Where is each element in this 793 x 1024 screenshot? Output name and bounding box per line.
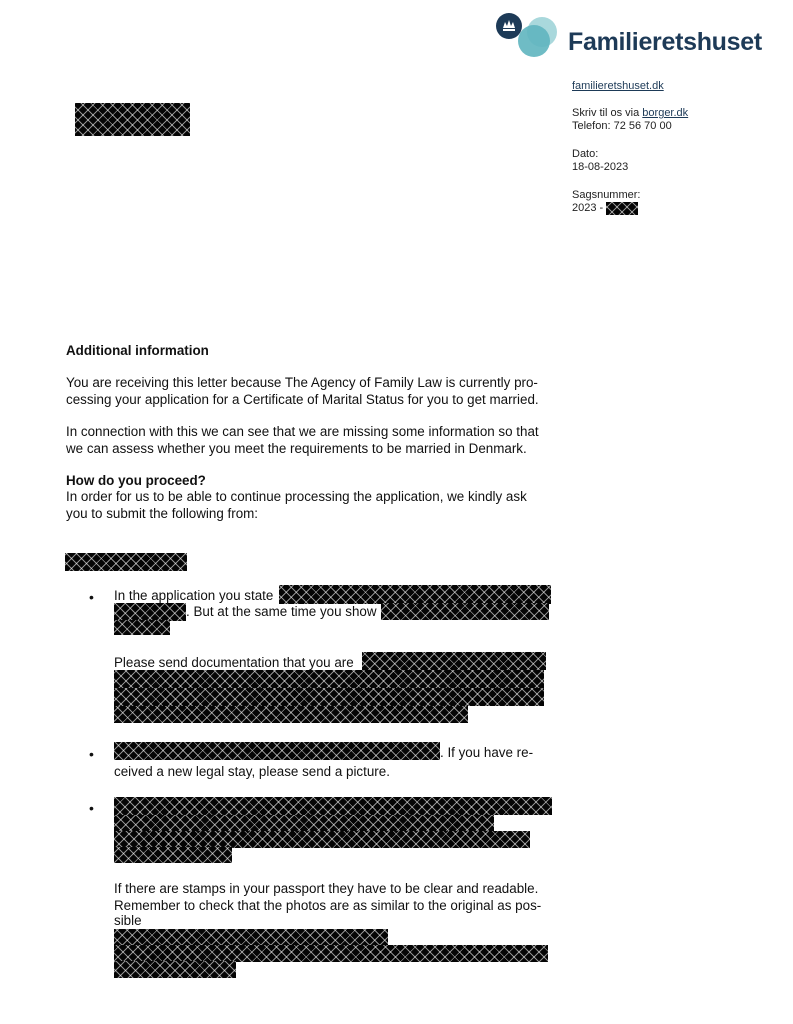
redaction-case-number [606,202,638,215]
logo-mark-icon [494,12,568,60]
case-prefix: 2023 - [572,202,604,214]
phone-number: Telefon: 72 56 70 00 [572,120,672,132]
redaction-recipient [75,103,190,136]
proceed-line2: you to submit the following from: [66,505,259,521]
borger-link[interactable]: borger.dk [642,107,689,119]
bullet2-line2: ceived a new legal stay, please send a picture. [114,764,390,779]
redaction-bullet1-e [362,652,546,670]
brand-logo [494,12,764,62]
para2-line1: In connection with this we can see that we are missing some information so that [66,424,539,439]
redaction-bullet1-f [114,670,544,688]
paragraph-missing-info [66,424,566,457]
bullet-dot: • [89,746,94,762]
redaction-bullet3-d [114,847,232,863]
redaction-bullet1-a [279,585,551,604]
brand-name: Familieretshuset [568,28,762,56]
bullet3-line1: If there are stamps in your passport they have to be clear and readable. [114,881,539,896]
bullet1-text-mid: . But at the same time you show [186,604,377,619]
bullet-dot: • [89,589,94,605]
para1-line1: You are receiving this letter because The Agency of Family Law is currently pro- [66,375,538,390]
redaction-bullet3-f [114,945,548,962]
bullet2-line1: . If you have re- [440,745,534,760]
redaction-applicant-name [65,553,187,571]
letter-title: Additional information [66,343,209,358]
write-prefix: Skriv til os via [572,107,643,119]
redaction-bullet1-d [114,620,170,635]
bullet3-line3: sible [114,913,142,928]
redaction-bullet3-a [114,797,552,815]
bullet-dot: • [89,800,94,816]
redaction-bullet2-a [114,742,440,760]
date-value: 18-08-2023 [572,161,629,173]
redaction-bullet1-c [381,603,549,620]
website-link[interactable]: familieretshuset.dk [572,80,664,92]
redaction-bullet1-b [114,603,186,621]
bullet1-doc-text: Please send documentation that you are [114,655,354,670]
date-label: Dato: [572,148,599,160]
redaction-bullet3-e [114,929,388,946]
paragraph-proceed [66,489,566,522]
case-label: Sagsnummer: [572,189,641,201]
write-to-us [572,107,772,120]
bullet1-text-start: In the application you state [114,588,274,603]
bullet3-passport-text [114,881,564,928]
redaction-bullet1-h [114,706,468,723]
para2-line2: we can assess whether you meet the requirements to be married in Denmark. [66,440,527,456]
paragraph-intro [66,375,566,408]
proceed-line1: In order for us to be able to continue processing the application, we kindly ask [66,489,527,504]
case-value [572,202,772,215]
redaction-bullet3-b [114,815,494,832]
redaction-bullet1-g [114,688,544,706]
redaction-bullet3-c [114,831,530,848]
proceed-heading: How do you proceed? [66,473,206,488]
contact-block [572,80,772,215]
bullet3-line2: Remember to check that the photos are as similar to the original as pos- [114,897,542,913]
redaction-bullet3-g [114,961,236,978]
para1-line2: cessing your application for a Certificate of Marital Status for you to get married. [66,391,539,407]
